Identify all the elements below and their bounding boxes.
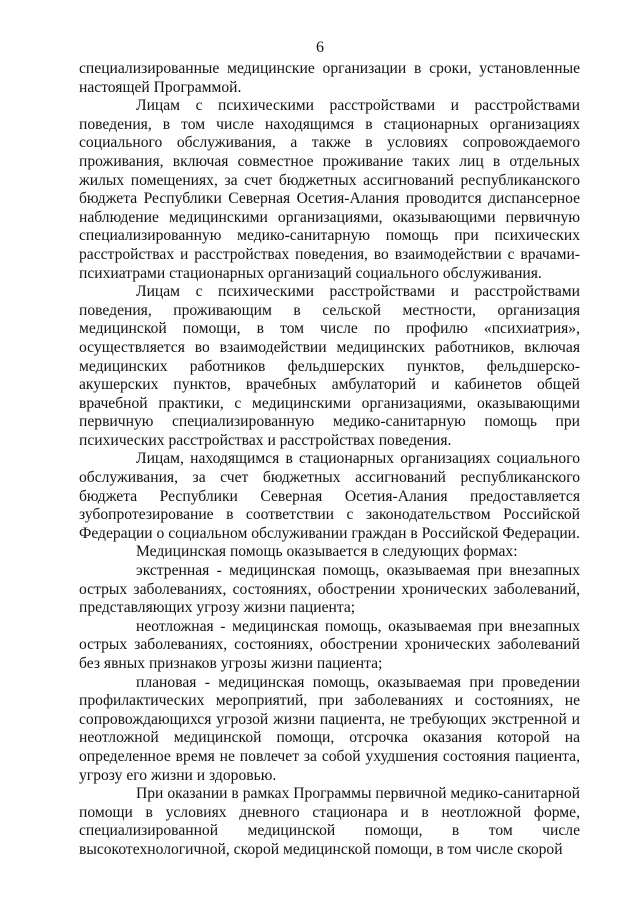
- paragraph-urgent-form: неотложная - медицинская помощь, оказываемая при внезапных острых заболеваниях, состояниях, обострении хронических заболеваний без явных признаков угрозы жизни пациента;: [79, 617, 580, 672]
- paragraph-dispensary-observation: Лицам с психическими расстройствами и расстройствами поведения, в том числе находящимся в стационарных организациях социального обслуживания, а также в условиях сопровождаемого проживания, включая совместное проживание таких лиц в отдельных жилых помещениях, за счет бюджетных ассигнований республиканского бюджета Республики Северная Осетия-Алания проводится диспансерное наблюдение медицинскими организациями, оказывающими первичную специализированную медико-санитарную помощь при психических расстройствах и расстройствах поведения, во взаимодействии с врачами-психиатрами стационарных организаций социального обслуживания.: [79, 97, 580, 282]
- paragraph-care-forms-intro: Медицинская помощь оказывается в следующих формах:: [136, 543, 518, 561]
- paragraph-emergency-form: экстренная - медицинская помощь, оказываемая при внезапных острых заболеваниях, состояниях, обострении хронических заболеваний, представляющих угрозу жизни пациента;: [79, 562, 580, 617]
- paragraph-planned-form: плановая - медицинская помощь, оказываемая при проведении профилактических мероприятий, при заболеваниях и состояниях, не сопровождающихся угрозой жизни пациента, не требующих экстренной и неотложной медицинской помощи, отсрочка оказания которой на определенное время не повлечет за собой ухудшения состояния пациента, угрозу его жизни и здоровью.: [79, 673, 580, 784]
- paragraph-rural-care: Лицам с психическими расстройствами и расстройствами поведения, проживающим в сельской местности, организация медицинской помощи, в том числе по профилю «психиатрия», осуществляется во взаимодействии медицинских работников, включая медицинских работников фельдшерских пунктов, фельдшерско-акушерских пунктов, врачебных амбулаторий и кабинетов общей врачебной практики, с медицинскими организациями, оказывающими первичную специализированную медико-санитарную помощь при психических расстройствах и расстройствах поведения.: [79, 283, 580, 449]
- document-body: [79, 60, 580, 860]
- paragraph-dental-prosthetics: Лицам, находящимся в стационарных организациях социального обслуживания, за счет бюджетных ассигнований республиканского бюджета Республики Северная Осетия-Алания предоставляется зубопротезирование в соответствии с законодательством Российской Федерации о социальном обслуживании граждан в Российской Федерации.: [79, 450, 580, 542]
- page-number: 6: [316, 39, 324, 56]
- paragraph-day-hospital: При оказании в рамках Программы первичной медико-санитарной помощи в условиях дневного стационара и в неотложной форме, специализированной медицинской помощи, в том числе высокотехнологичной, скорой медицинской помощи, в том числе скорой: [79, 785, 580, 858]
- paragraph-continuation: специализированные медицинские организации в сроки, установленные настоящей Программой.: [79, 60, 580, 96]
